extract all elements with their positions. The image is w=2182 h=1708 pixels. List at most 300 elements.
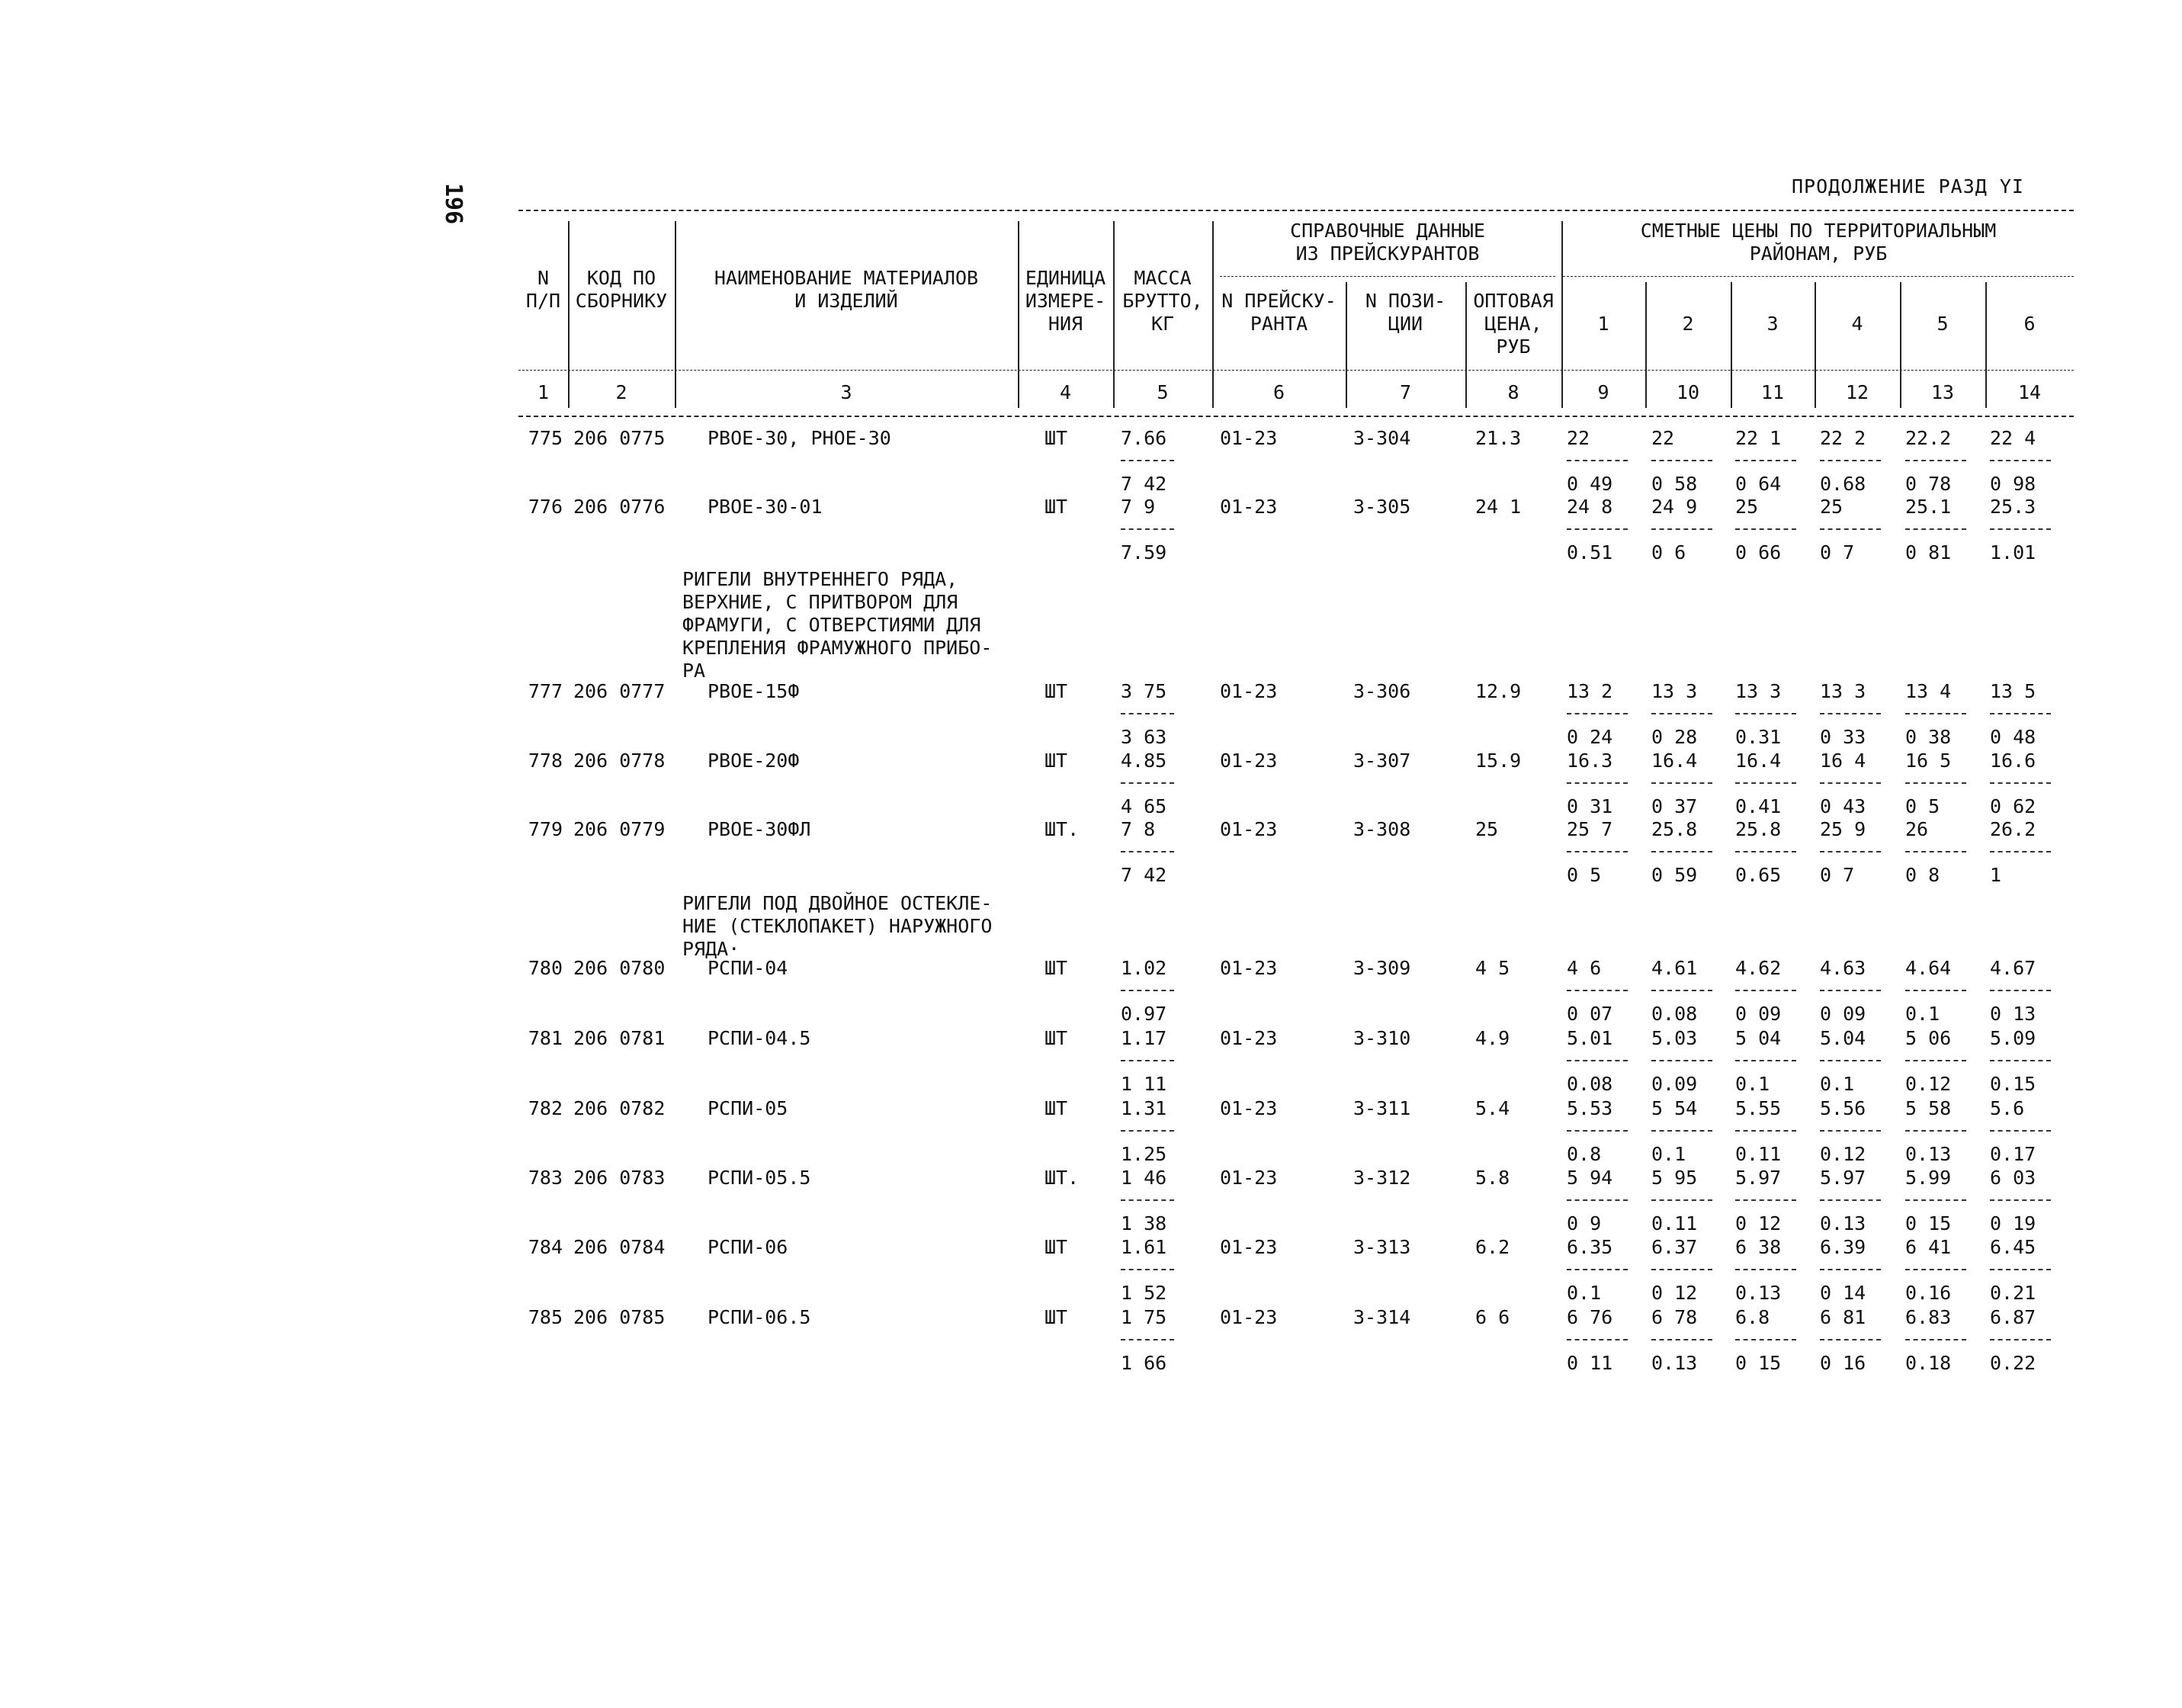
row-region-price: 5 06 <box>1905 1027 1952 1049</box>
row-region-price-lower: 0 37 <box>1651 795 1698 817</box>
row-region-price: 25.8 <box>1651 818 1698 840</box>
row-region-price-lower: 0 15 <box>1735 1352 1782 1374</box>
row-position: 3-313 <box>1353 1236 1411 1258</box>
row-region-price: 16.4 <box>1651 750 1698 772</box>
header-region-2: 2 <box>1682 313 1694 335</box>
row-region-price-lower: 0.13 <box>1820 1212 1866 1234</box>
fraction-bar <box>1735 782 1796 784</box>
row-preisk: 01-23 <box>1220 1236 1278 1258</box>
row-region-price-lower: 0.41 <box>1735 795 1782 817</box>
row-wholesale-price: 5.8 <box>1475 1167 1510 1189</box>
row-unit: ШТ <box>1044 1027 1068 1049</box>
row-unit: ШТ <box>1044 957 1068 979</box>
row-wholesale-price: 21.3 <box>1475 427 1522 449</box>
group-heading: РИГЕЛИ ВНУТРЕННЕГО РЯДА, ВЕРХНИЕ, С ПРИТВОРОМ ДЛЯ ФРАМУГИ, С ОТВЕРСТИЯМИ ДЛЯ КРЕПЛЕНИЯ ФРАМУЖНОГО ПРИБО- РА <box>682 568 993 682</box>
row-region-price: 5.03 <box>1651 1027 1698 1049</box>
row-region-price: 5.01 <box>1567 1027 1613 1049</box>
fraction-bar <box>1735 528 1796 530</box>
row-region-price-lower: 0.22 <box>1990 1352 2036 1374</box>
row-name: РСПИ-04.5 <box>708 1027 811 1049</box>
row-unit: ШТ. <box>1044 818 1080 840</box>
row-region-price: 16.6 <box>1990 750 2036 772</box>
row-number: 782 <box>528 1097 563 1119</box>
row-name: РСПИ-06 <box>708 1236 788 1258</box>
fraction-bar <box>1820 851 1881 852</box>
row-region-price-lower: 0 8 <box>1905 864 1940 886</box>
row-region-price-lower: 0.1 <box>1820 1073 1855 1095</box>
row-mass-lower: 7 42 <box>1121 473 1167 495</box>
header-n: N П/П <box>525 267 561 312</box>
row-region-price-lower: 0 6 <box>1651 541 1686 563</box>
header-name: НАИМЕНОВАНИЕ МАТЕРИАЛОВ И ИЗДЕЛИЙ <box>714 267 979 312</box>
row-name: РСПИ-05 <box>708 1097 788 1119</box>
fraction-bar <box>1990 782 2051 784</box>
row-region-price: 5.55 <box>1735 1097 1782 1119</box>
fraction-bar <box>1651 528 1712 530</box>
row-preisk: 01-23 <box>1220 496 1278 518</box>
row-region-price: 6.39 <box>1820 1236 1866 1258</box>
row-region-price-lower: 0 19 <box>1990 1212 2036 1234</box>
row-region-price: 16.4 <box>1735 750 1782 772</box>
fraction-bar <box>1651 1130 1712 1132</box>
row-region-price: 5.6 <box>1990 1097 2025 1119</box>
row-region-price-lower: 0.12 <box>1820 1143 1866 1165</box>
fraction-bar <box>1121 1130 1174 1132</box>
row-number: 779 <box>528 818 563 840</box>
header-opt: ОПТОВАЯ ЦЕНА, РУБ <box>1473 290 1554 358</box>
col-divider <box>675 221 676 408</box>
col-number: 5 <box>1157 381 1169 403</box>
header-region-6: 6 <box>2023 313 2036 335</box>
fraction-bar <box>1820 782 1881 784</box>
fraction-bar <box>1567 1269 1628 1270</box>
fraction-bar <box>1735 1339 1796 1340</box>
row-region-price: 4 6 <box>1567 957 1602 979</box>
row-region-price: 5 04 <box>1735 1027 1782 1049</box>
row-preisk: 01-23 <box>1220 1167 1278 1189</box>
row-region-price-lower: 0.13 <box>1735 1282 1782 1304</box>
row-code: 206 0785 <box>573 1306 666 1328</box>
row-preisk: 01-23 <box>1220 818 1278 840</box>
row-region-price: 5 54 <box>1651 1097 1698 1119</box>
col-number: 12 <box>1845 381 1869 403</box>
fraction-bar <box>1567 851 1628 852</box>
row-region-price-lower: 0.09 <box>1651 1073 1698 1095</box>
header-region-group: СМЕТНЫЕ ЦЕНЫ ПО ТЕРРИТОРИАЛЬНЫМ РАЙОНАМ, РУБ <box>1640 220 1997 265</box>
fraction-bar <box>1820 1269 1881 1270</box>
row-name: РСПИ-05.5 <box>708 1167 811 1189</box>
row-name: РВОЕ-20Ф <box>708 750 800 772</box>
row-unit: ШТ <box>1044 1097 1068 1119</box>
row-region-price: 6.83 <box>1905 1306 1952 1328</box>
header-unit: ЕДИНИЦА ИЗМЕРЕ- НИЯ <box>1025 267 1106 335</box>
col-number: 7 <box>1399 381 1412 403</box>
fraction-bar <box>1905 1060 1966 1061</box>
row-region-price: 6 76 <box>1567 1306 1613 1328</box>
row-region-price: 5 58 <box>1905 1097 1952 1119</box>
row-wholesale-price: 5.4 <box>1475 1097 1510 1119</box>
row-region-price-lower: 0 15 <box>1905 1212 1952 1234</box>
row-position: 3-312 <box>1353 1167 1411 1189</box>
row-number: 781 <box>528 1027 563 1049</box>
row-mass-lower: 4 65 <box>1121 795 1167 817</box>
row-mass-lower: 1 52 <box>1121 1282 1167 1304</box>
row-mass: 3 75 <box>1121 680 1167 702</box>
row-region-price: 5.09 <box>1990 1027 2036 1049</box>
page-number: 196 <box>440 183 467 225</box>
fraction-bar <box>1990 713 2051 714</box>
row-unit: ШТ <box>1044 680 1068 702</box>
row-mass-lower: 0.97 <box>1121 1003 1167 1025</box>
row-region-price-lower: 0.1 <box>1567 1282 1602 1304</box>
row-region-price: 6 41 <box>1905 1236 1952 1258</box>
col-number: 13 <box>1930 381 1955 403</box>
row-region-price: 6 03 <box>1990 1167 2036 1189</box>
fraction-bar <box>1735 851 1796 852</box>
row-preisk: 01-23 <box>1220 427 1278 449</box>
row-preisk: 01-23 <box>1220 1027 1278 1049</box>
row-region-price: 25 <box>1820 496 1843 518</box>
fraction-bar <box>1820 990 1881 991</box>
row-region-price: 25.3 <box>1990 496 2036 518</box>
row-unit: ШТ <box>1044 1236 1068 1258</box>
row-region-price-lower: 0.1 <box>1905 1003 1940 1025</box>
row-wholesale-price: 12.9 <box>1475 680 1522 702</box>
row-region-price-lower: 0 12 <box>1735 1212 1782 1234</box>
row-position: 3-311 <box>1353 1097 1411 1119</box>
col-number: 8 <box>1507 381 1519 403</box>
row-mass: 1.61 <box>1121 1236 1167 1258</box>
row-region-price-lower: 1 <box>1990 864 2002 886</box>
row-preisk: 01-23 <box>1220 680 1278 702</box>
row-region-price-lower: 0 12 <box>1651 1282 1698 1304</box>
row-region-price-lower: 0 13 <box>1990 1003 2036 1025</box>
continuation-header: ПРОДОЛЖЕНИЕ РАЗД YI <box>1792 175 2024 197</box>
row-position: 3-305 <box>1353 496 1411 518</box>
row-region-price-lower: 0.8 <box>1567 1143 1602 1165</box>
row-region-price-lower: 0 48 <box>1990 726 2036 748</box>
row-region-price: 22 2 <box>1820 427 1866 449</box>
row-name: РВОЕ-15Ф <box>708 680 800 702</box>
row-region-price: 26 <box>1905 818 1929 840</box>
fraction-bar <box>1735 1130 1796 1132</box>
fraction-bar <box>1905 990 1966 991</box>
row-region-price: 25.1 <box>1905 496 1952 518</box>
fraction-bar <box>1121 1060 1174 1061</box>
fraction-bar <box>1567 1199 1628 1201</box>
fraction-bar <box>1820 528 1881 530</box>
row-region-price: 4.64 <box>1905 957 1952 979</box>
row-number: 785 <box>528 1306 563 1328</box>
row-region-price-lower: 0 7 <box>1820 541 1855 563</box>
row-region-price-lower: 0 07 <box>1567 1003 1613 1025</box>
fraction-bar <box>1905 460 1966 461</box>
fraction-bar <box>1735 990 1796 991</box>
row-wholesale-price: 15.9 <box>1475 750 1522 772</box>
row-region-price-lower: 0 28 <box>1651 726 1698 748</box>
row-mass-lower: 7.59 <box>1121 541 1167 563</box>
row-region-price: 5.56 <box>1820 1097 1866 1119</box>
header-pos: N ПОЗИ- ЦИИ <box>1365 290 1446 335</box>
row-region-price: 6.8 <box>1735 1306 1770 1328</box>
row-mass-lower: 1 11 <box>1121 1073 1167 1095</box>
row-region-price: 13 3 <box>1820 680 1866 702</box>
fraction-bar <box>1735 1199 1796 1201</box>
row-region-price-lower: 0.1 <box>1651 1143 1686 1165</box>
fraction-bar <box>1820 1199 1881 1201</box>
row-preisk: 01-23 <box>1220 1306 1278 1328</box>
row-region-price-lower: 0 98 <box>1990 473 2036 495</box>
row-region-price-lower: 0 38 <box>1905 726 1952 748</box>
col-number: 2 <box>615 381 627 403</box>
col-number: 1 <box>537 381 550 403</box>
row-code: 206 0775 <box>573 427 666 449</box>
row-region-price: 13 4 <box>1905 680 1952 702</box>
row-region-price: 25 7 <box>1567 818 1613 840</box>
row-wholesale-price: 4 5 <box>1475 957 1510 979</box>
row-mass: 7 9 <box>1121 496 1156 518</box>
fraction-bar <box>1651 713 1712 714</box>
row-region-price: 4.61 <box>1651 957 1698 979</box>
row-mass-lower: 1 38 <box>1121 1212 1167 1234</box>
fraction-bar <box>1121 713 1174 714</box>
fraction-bar <box>1735 1269 1796 1270</box>
row-position: 3-307 <box>1353 750 1411 772</box>
fraction-bar <box>1905 1130 1966 1132</box>
fraction-bar <box>1735 1060 1796 1061</box>
row-region-price: 16.3 <box>1567 750 1613 772</box>
row-region-price: 5.99 <box>1905 1167 1952 1189</box>
row-name: РВОЕ-30ФЛ <box>708 818 811 840</box>
row-wholesale-price: 25 <box>1475 818 1499 840</box>
row-position: 3-314 <box>1353 1306 1411 1328</box>
fraction-bar <box>1651 460 1712 461</box>
row-region-price: 6 38 <box>1735 1236 1782 1258</box>
header-region-1: 1 <box>1597 313 1609 335</box>
col-number: 4 <box>1059 381 1072 403</box>
row-region-price-lower: 0 31 <box>1567 795 1613 817</box>
fraction-bar <box>1990 1339 2051 1340</box>
row-number: 777 <box>528 680 563 702</box>
row-position: 3-304 <box>1353 427 1411 449</box>
row-preisk: 01-23 <box>1220 957 1278 979</box>
row-region-price: 6.45 <box>1990 1236 2036 1258</box>
row-preisk: 01-23 <box>1220 1097 1278 1119</box>
row-number: 775 <box>528 427 563 449</box>
row-wholesale-price: 24 1 <box>1475 496 1522 518</box>
fraction-bar <box>1905 851 1966 852</box>
fraction-bar <box>1567 528 1628 530</box>
row-region-price: 13 5 <box>1990 680 2036 702</box>
fraction-bar <box>1651 1199 1712 1201</box>
fraction-bar <box>1990 1199 2051 1201</box>
row-region-price-lower: 0.68 <box>1820 473 1866 495</box>
row-preisk: 01-23 <box>1220 750 1278 772</box>
row-region-price: 16 4 <box>1820 750 1866 772</box>
fraction-bar <box>1121 990 1174 991</box>
fraction-bar <box>1820 1339 1881 1340</box>
row-region-price-lower: 0 09 <box>1820 1003 1866 1025</box>
fraction-bar <box>1567 713 1628 714</box>
row-region-price-lower: 0 9 <box>1567 1212 1602 1234</box>
row-number: 778 <box>528 750 563 772</box>
fraction-bar <box>1567 782 1628 784</box>
row-code: 206 0776 <box>573 496 666 518</box>
row-name: РВОЕ-30, РНОЕ-30 <box>708 427 891 449</box>
row-region-price-lower: 0 24 <box>1567 726 1613 748</box>
row-code: 206 0783 <box>573 1167 666 1189</box>
row-region-price: 5.53 <box>1567 1097 1613 1119</box>
row-code: 206 0784 <box>573 1236 666 1258</box>
row-region-price-lower: 0 43 <box>1820 795 1866 817</box>
row-region-price-lower: 0.08 <box>1651 1003 1698 1025</box>
ref-subheader-rule <box>1220 276 1555 277</box>
row-unit: ШТ <box>1044 750 1068 772</box>
row-region-price-lower: 0.1 <box>1735 1073 1770 1095</box>
row-unit: ШТ <box>1044 496 1068 518</box>
header-region-4: 4 <box>1851 313 1863 335</box>
row-unit: ШТ <box>1044 1306 1068 1328</box>
col-number: 14 <box>2017 381 2042 403</box>
row-wholesale-price: 6.2 <box>1475 1236 1510 1258</box>
col-numbers-rule <box>518 416 2074 417</box>
row-region-price: 25.8 <box>1735 818 1782 840</box>
fraction-bar <box>1905 1269 1966 1270</box>
row-region-price-lower: 0 5 <box>1905 795 1940 817</box>
row-region-price-lower: 0 11 <box>1567 1352 1613 1374</box>
fraction-bar <box>1905 1339 1966 1340</box>
fraction-bar <box>1651 851 1712 852</box>
fraction-bar <box>1121 1269 1174 1270</box>
fraction-bar <box>1820 1060 1881 1061</box>
table-top-rule <box>518 210 2074 211</box>
fraction-bar <box>1651 782 1712 784</box>
fraction-bar <box>1121 851 1174 852</box>
row-name: РСПИ-06.5 <box>708 1306 811 1328</box>
row-region-price: 6.87 <box>1990 1306 2036 1328</box>
group-heading: РИГЕЛИ ПОД ДВОЙНОЕ ОСТЕКЛЕ- НИЕ (СТЕКЛОПАКЕТ) НАРУЖНОГО РЯДА· <box>682 892 993 960</box>
row-region-price-lower: 0 58 <box>1651 473 1698 495</box>
row-region-price-lower: 0.51 <box>1567 541 1613 563</box>
row-mass: 1 46 <box>1121 1167 1167 1189</box>
fraction-bar <box>1567 1339 1628 1340</box>
row-region-price-lower: 0.31 <box>1735 726 1782 748</box>
row-region-price-lower: 0.11 <box>1651 1212 1698 1234</box>
row-region-price-lower: 0 81 <box>1905 541 1952 563</box>
row-region-price-lower: 0.65 <box>1735 864 1782 886</box>
row-region-price: 4.62 <box>1735 957 1782 979</box>
row-region-price: 13 3 <box>1651 680 1698 702</box>
row-number: 776 <box>528 496 563 518</box>
fraction-bar <box>1121 528 1174 530</box>
row-region-price: 5.04 <box>1820 1027 1866 1049</box>
fraction-bar <box>1735 460 1796 461</box>
row-region-price: 22 <box>1651 427 1675 449</box>
row-region-price: 25 <box>1735 496 1759 518</box>
col-number: 3 <box>840 381 852 403</box>
row-region-price-lower: 0.11 <box>1735 1143 1782 1165</box>
row-region-price: 24 8 <box>1567 496 1613 518</box>
row-mass: 1.31 <box>1121 1097 1167 1119</box>
row-code: 206 0778 <box>573 750 666 772</box>
row-name: РСПИ-04 <box>708 957 788 979</box>
row-region-price-lower: 0.08 <box>1567 1073 1613 1095</box>
col-number: 10 <box>1676 381 1700 403</box>
fraction-bar <box>1990 528 2051 530</box>
fraction-bar <box>1567 1130 1628 1132</box>
row-region-price: 5.97 <box>1735 1167 1782 1189</box>
row-position: 3-308 <box>1353 818 1411 840</box>
row-region-price: 13 3 <box>1735 680 1782 702</box>
fraction-bar <box>1651 990 1712 991</box>
header-mass: МАССА БРУТТО, КГ <box>1122 267 1203 335</box>
row-wholesale-price: 6 6 <box>1475 1306 1510 1328</box>
fraction-bar <box>1651 1060 1712 1061</box>
row-region-price: 25 9 <box>1820 818 1866 840</box>
fraction-bar <box>1567 460 1628 461</box>
row-region-price: 26.2 <box>1990 818 2036 840</box>
fraction-bar <box>1121 1199 1174 1201</box>
fraction-bar <box>1651 1269 1712 1270</box>
row-region-price: 22 <box>1567 427 1590 449</box>
row-region-price: 5 94 <box>1567 1167 1613 1189</box>
row-region-price: 22 1 <box>1735 427 1782 449</box>
row-position: 3-306 <box>1353 680 1411 702</box>
row-mass: 7 8 <box>1121 818 1156 840</box>
row-region-price: 22 4 <box>1990 427 2036 449</box>
row-region-price-lower: 0 66 <box>1735 541 1782 563</box>
row-region-price-lower: 0 64 <box>1735 473 1782 495</box>
row-region-price: 4.67 <box>1990 957 2036 979</box>
row-mass-lower: 3 63 <box>1121 726 1167 748</box>
col-number: 9 <box>1597 381 1609 403</box>
row-mass: 1.17 <box>1121 1027 1167 1049</box>
row-region-price: 16 5 <box>1905 750 1952 772</box>
row-mass: 4.85 <box>1121 750 1167 772</box>
fraction-bar <box>1567 1060 1628 1061</box>
row-mass-lower: 1.25 <box>1121 1143 1167 1165</box>
fraction-bar <box>1651 1339 1712 1340</box>
fraction-bar <box>1567 990 1628 991</box>
row-region-price-lower: 0.21 <box>1990 1282 2036 1304</box>
row-region-price: 6 81 <box>1820 1306 1866 1328</box>
row-region-price-lower: 0 16 <box>1820 1352 1866 1374</box>
header-ref-group: СПРАВОЧНЫЕ ДАННЫЕ ИЗ ПРЕЙСКУРАНТОВ <box>1290 220 1485 265</box>
row-region-price-lower: 0 5 <box>1567 864 1602 886</box>
row-region-price: 5.97 <box>1820 1167 1866 1189</box>
row-region-price-lower: 0.13 <box>1905 1143 1952 1165</box>
row-region-price-lower: 0.17 <box>1990 1143 2036 1165</box>
row-region-price-lower: 0.13 <box>1651 1352 1698 1374</box>
row-region-price: 5 95 <box>1651 1167 1698 1189</box>
fraction-bar <box>1990 460 2051 461</box>
fraction-bar <box>1121 460 1174 461</box>
fraction-bar <box>1820 1130 1881 1132</box>
row-code: 206 0777 <box>573 680 666 702</box>
col-divider <box>568 221 570 408</box>
header-bottom-rule <box>518 370 2074 371</box>
row-region-price-lower: 0.18 <box>1905 1352 1952 1374</box>
row-region-price: 13 2 <box>1567 680 1613 702</box>
row-region-price-lower: 0 62 <box>1990 795 2036 817</box>
header-region-3: 3 <box>1766 313 1779 335</box>
row-region-price-lower: 0.15 <box>1990 1073 2036 1095</box>
fraction-bar <box>1990 1269 2051 1270</box>
row-region-price-lower: 0 59 <box>1651 864 1698 886</box>
fraction-bar <box>1905 528 1966 530</box>
fraction-bar <box>1735 713 1796 714</box>
fraction-bar <box>1990 990 2051 991</box>
